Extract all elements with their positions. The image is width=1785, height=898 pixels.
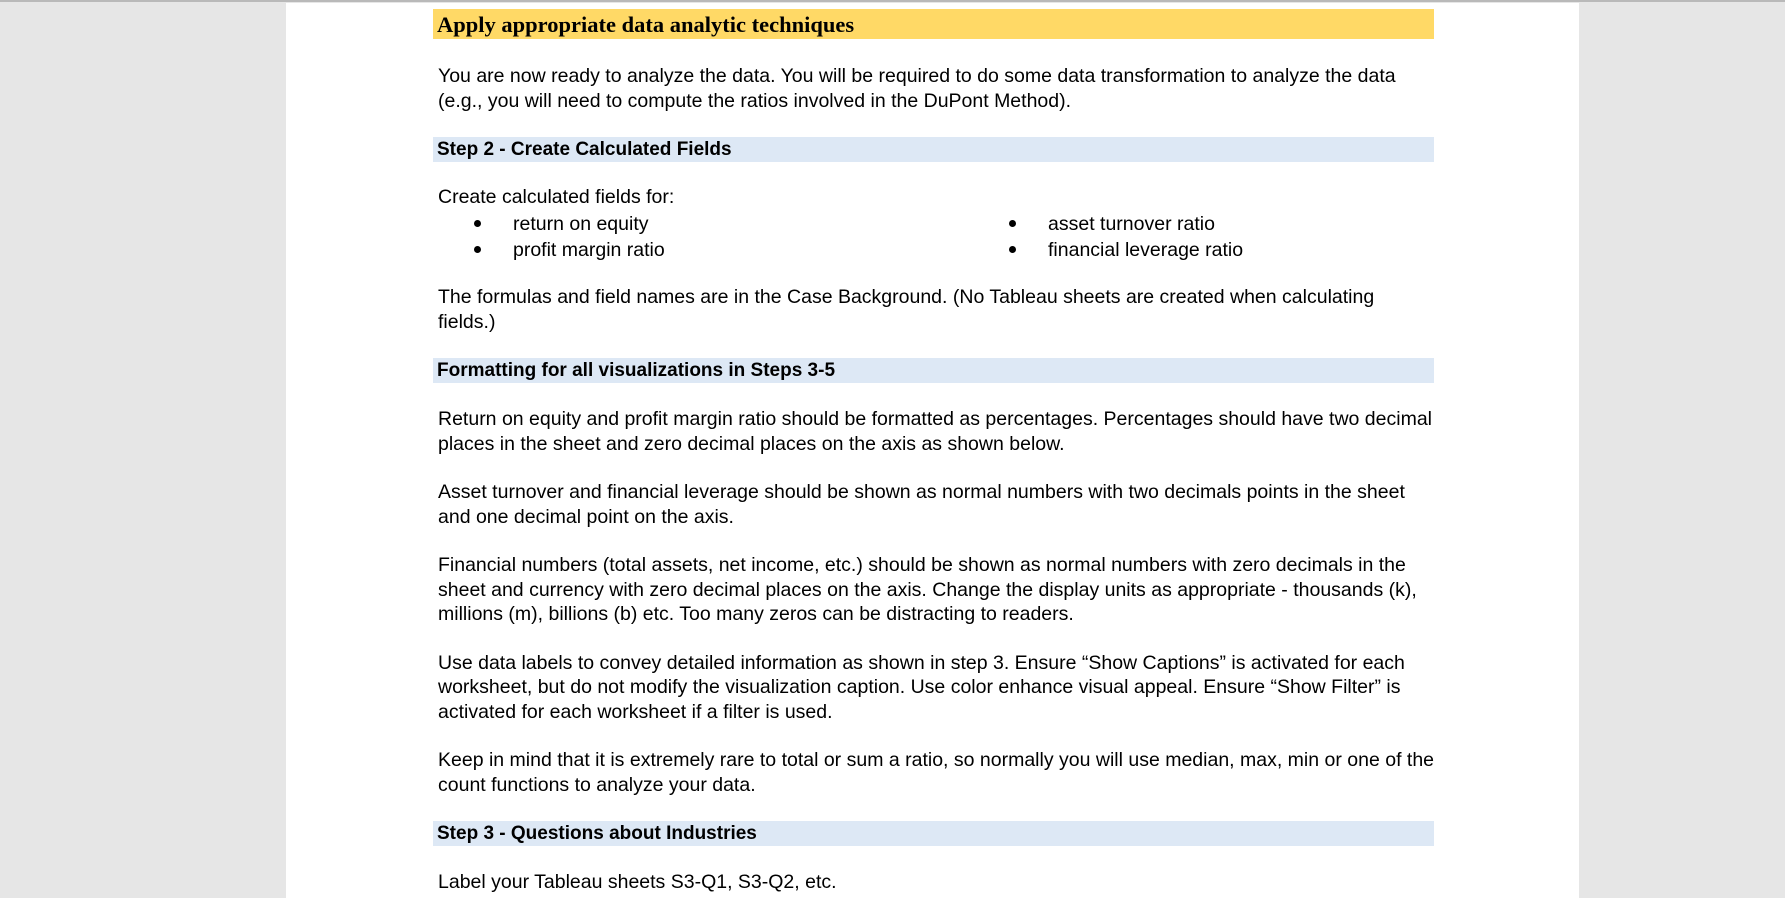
section-title: Apply appropriate data analytic techniques xyxy=(433,9,1434,39)
intro-paragraph: You are now ready to analyze the data. You will be required to do some data transformation to analyze the data (e.g., you will need to compute the ratios involved in the DuPont Method). xyxy=(438,65,1396,112)
formatting-paragraph-ratio-aggregation: Keep in mind that it is extremely rare to total or sum a ratio, so normally you will use median, max, min or one of the count functions to analyze your data. xyxy=(438,749,1435,796)
list-item: profit margin ratio xyxy=(474,237,665,263)
step2-note: The formulas and field names are in the Case Background. (No Tableau sheets are created when calculating fields.) xyxy=(438,286,1375,333)
list-item: financial leverage ratio xyxy=(1009,237,1243,263)
step2-lead: Create calculated fields for: xyxy=(438,186,675,208)
step2-heading: Step 2 - Create Calculated Fields xyxy=(433,137,1434,162)
step3-paragraph: Label your Tableau sheets S3-Q1, S3-Q2, etc. xyxy=(438,871,837,893)
calculated-fields-list xyxy=(434,211,1434,263)
document-page xyxy=(286,3,1579,898)
list-item: return on equity xyxy=(474,211,649,237)
bullet-icon xyxy=(1009,246,1016,253)
document-content xyxy=(434,9,1434,895)
formatting-paragraph-ratios: Asset turnover and financial leverage should be shown as normal numbers with two decimals points in the sheet and one decimal point on the axis. xyxy=(438,481,1405,528)
step3-heading: Step 3 - Questions about Industries xyxy=(433,821,1434,846)
bullet-icon xyxy=(1009,220,1016,227)
formatting-paragraph-labels: Use data labels to convey detailed information as shown in step 3. Ensure “Show Captions” is activated for each worksheet, but do not modify the visualization caption. Use color enhance visual appeal. Ensure “Show Filter” is activated for each worksheet if a filter is used. xyxy=(438,651,1405,723)
formatting-paragraph-financials: Financial numbers (total assets, net income, etc.) should be shown as normal numbers with zero decimals in the sheet and currency with zero decimal places on the axis. Change the display units as appropriate - thousands (k), millions (m), billions (b) etc. Too many zeros can be distracting to readers. xyxy=(438,554,1417,625)
list-item: asset turnover ratio xyxy=(1009,211,1215,237)
bullet-icon xyxy=(474,246,481,253)
window-top-border xyxy=(0,0,1785,2)
formatting-heading: Formatting for all visualizations in Steps 3-5 xyxy=(433,358,1434,383)
bullet-icon xyxy=(474,220,481,227)
formatting-paragraph-percentages: Return on equity and profit margin ratio should be formatted as percentages. Percentages should have two decimal places in the sheet and zero decimal places on the axis as shown below. xyxy=(438,408,1432,455)
